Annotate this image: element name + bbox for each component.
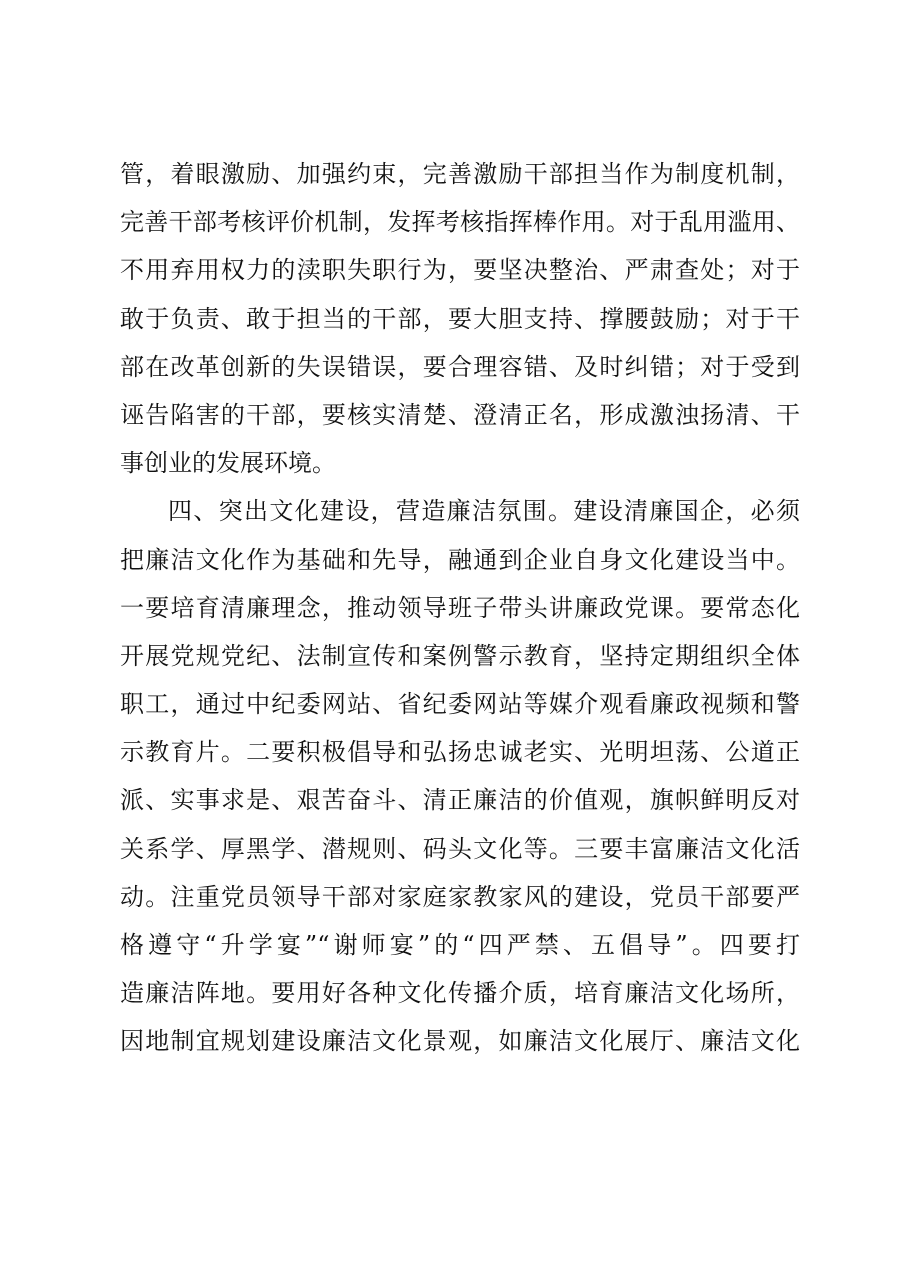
body-line: 管，着眼激励、加强约束，完善激励干部担当作为制度机制， [120, 160, 800, 188]
body-line: 开展党规党纪、法制宣传和案例警示教育，坚持定期组织全体 [120, 641, 800, 670]
body-line: 一要培育清廉理念，推动领导班子带头讲廉政党课。要常态化 [120, 593, 800, 622]
body-line: 造廉洁阵地。要用好各种文化传播介质，培育廉洁文化场所， [120, 979, 800, 1008]
body-line: 敢于负责、敢于担当的干部，要大胆支持、撑腰鼓励；对于干 [120, 304, 800, 333]
body-line: 部在改革创新的失误错误，要合理容错、及时纠错；对于受到 [120, 352, 800, 381]
body-line: 派、实事求是、艰苦奋斗、清正廉洁的价值观，旗帜鲜明反对 [120, 786, 800, 815]
body-line: 诬告陷害的干部，要核实清楚、澄清正名，形成激浊扬清、干 [120, 400, 800, 429]
body-line: 完善干部考核评价机制，发挥考核指挥棒作用。对于乱用滥用、 [120, 208, 800, 237]
body-line: 职工，通过中纪委网站、省纪委网站等媒介观看廉政视频和警 [120, 690, 800, 719]
body-line: 事创业的发展环境。 [120, 449, 336, 478]
body-line: 关系学、厚黑学、潜规则、码头文化等。三要丰富廉洁文化活 [120, 834, 800, 863]
document-body [120, 150, 800, 1066]
body-line: 示教育片。二要积极倡导和弘扬忠诚老实、光明坦荡、公道正 [120, 738, 800, 767]
body-line: 因地制宜规划建设廉洁文化景观，如廉洁文化展厅、廉洁文化 [120, 1027, 800, 1056]
body-line: 动。注重党员领导干部对家庭家教家风的建设，党员干部要严 [120, 882, 800, 911]
section-heading-line: 四、突出文化建设，营造廉洁氛围。建设清廉国企，必须 [168, 497, 800, 526]
body-line: 把廉洁文化作为基础和先导，融通到企业自身文化建设当中。 [120, 545, 800, 574]
body-line: 不用弃用权力的渎职失职行为，要坚决整治、严肃查处；对于 [120, 256, 800, 285]
body-line: 格遵守“升学宴”“谢师宴”的“四严禁、五倡导”。四要打 [120, 931, 800, 959]
